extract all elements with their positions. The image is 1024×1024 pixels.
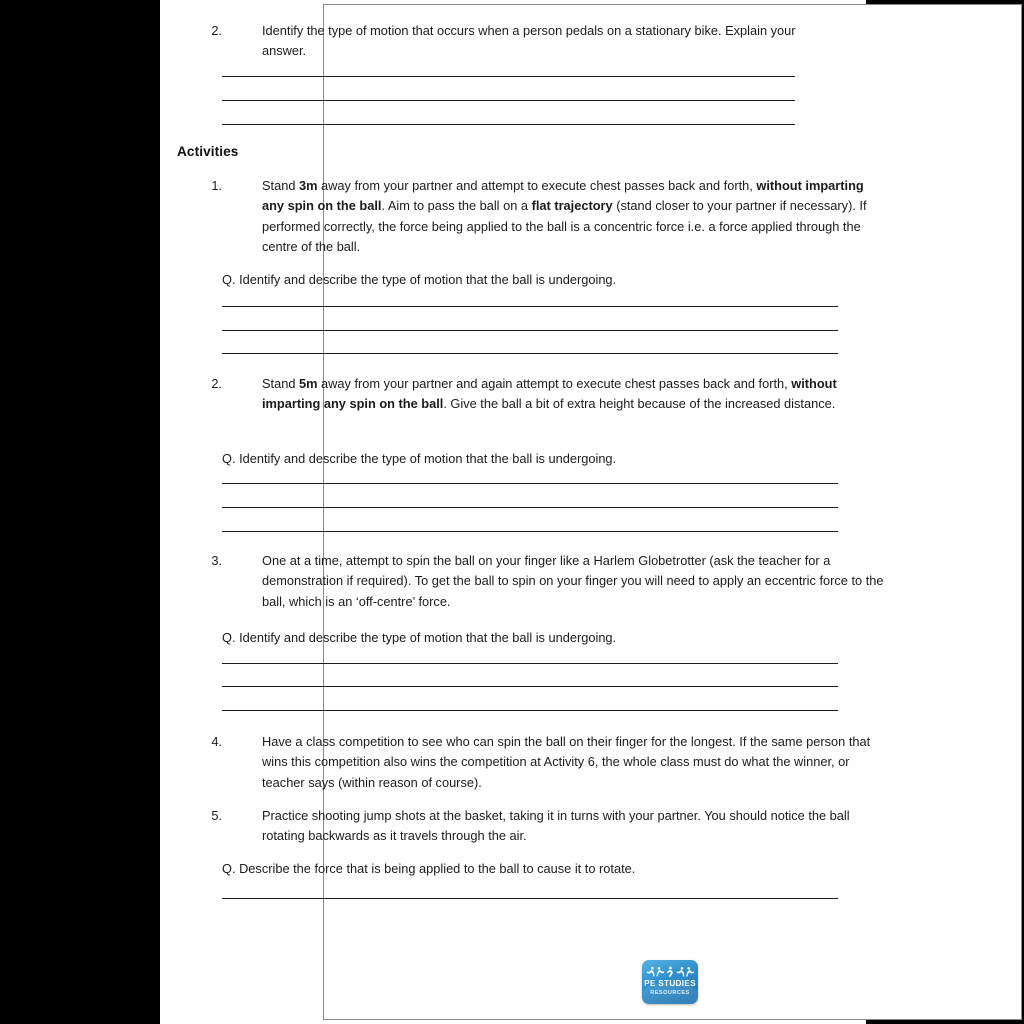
activity-text: Have a class competition to see who can spin the ball on their finger for the longest. If the same person that wins this competition also wins the competition at Activity 6, the whole class must do what the winner, or teacher says (within reason of course). [262, 734, 871, 790]
activity-number: 1. [211, 178, 222, 193]
athlete-icon [656, 966, 665, 978]
activity-text: Stand 5m away from your partner and again attempt to execute chest passes back and forth, without imparting any spin on the ball. Give the ball a bit of extra height because of the increased distance. [262, 376, 837, 412]
activity-text: Practice shooting jump shots at the basket, taking it in turns with your partner. You should notice the ball rotating backwards as it travels through the air. [262, 808, 850, 844]
athlete-figures-icon [642, 965, 698, 979]
logo-sub-label: RESOURCES [650, 989, 690, 996]
athlete-icon [646, 966, 655, 978]
athlete-icon [686, 966, 695, 978]
athlete-icon [676, 966, 685, 978]
question-number: 2. [211, 23, 222, 38]
answer-rule[interactable] [222, 663, 838, 664]
activity-text: Stand 3m away from your partner and attempt to execute chest passes back and forth, without imparting any spin on the ball. Aim to pass the ball on a flat trajectory (stand closer to your partner if necessary). If performed correctly, the force being applied to the ball is a concentric force i.e. a force applied through the centre of the ball. [262, 178, 867, 254]
answer-rule[interactable] [222, 507, 838, 508]
activity-text: One at a time, attempt to spin the ball on your finger like a Harlem Globetrotter (ask the teacher for a demonstration if required). To get the ball to spin on your finger you will need to apply an eccentric force to the ball, which is an ‘off-centre’ force. [262, 553, 884, 609]
answer-rule[interactable] [222, 710, 838, 711]
answer-rule[interactable] [222, 124, 795, 125]
activity-question: Q. Identify and describe the type of motion that the ball is undergoing. [222, 451, 617, 466]
pe-studies-resources-logo[interactable] [642, 960, 698, 1004]
activity-item [200, 374, 886, 415]
answer-rule[interactable] [222, 100, 795, 101]
answer-rule[interactable] [222, 686, 838, 687]
answer-rule[interactable] [222, 353, 838, 354]
document-page [160, 0, 884, 1024]
activity-item [200, 551, 886, 612]
activity-question: Q. Describe the force that is being applied to the ball to cause it to rotate. [222, 861, 636, 876]
answer-rule[interactable] [222, 531, 838, 532]
activity-question: Q. Identify and describe the type of motion that the ball is undergoing. [222, 630, 617, 645]
document-content [160, 0, 884, 1024]
question-item [200, 21, 835, 62]
answer-rule[interactable] [222, 76, 795, 77]
activity-number: 5. [211, 808, 222, 823]
answer-rule[interactable] [222, 483, 838, 484]
activity-question: Q. Identify and describe the type of motion that the ball is undergoing. [222, 272, 617, 287]
athlete-icon [666, 966, 675, 978]
question-text: Identify the type of motion that occurs when a person pedals on a stationary bike. Explain your answer. [262, 23, 796, 59]
section-heading-activities: Activities [177, 144, 239, 159]
answer-rule[interactable] [222, 306, 838, 307]
activity-item [200, 806, 886, 847]
activity-number: 2. [211, 376, 222, 391]
activity-number: 4. [211, 734, 222, 749]
answer-rule[interactable] [222, 330, 838, 331]
logo-main-label: PE STUDIES [644, 979, 696, 988]
activity-item [200, 732, 886, 793]
answer-rule[interactable] [222, 898, 838, 899]
activity-number: 3. [211, 553, 222, 568]
activity-item [200, 176, 886, 257]
